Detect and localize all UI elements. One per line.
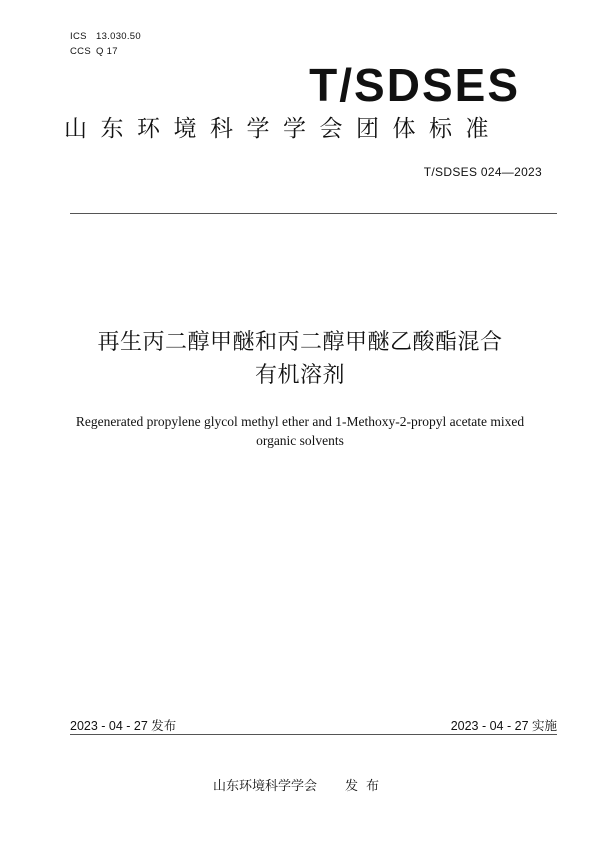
issue-date: 2023 - 04 - 27 发布 [70, 719, 177, 733]
publisher-action: 发布 [345, 779, 388, 794]
title-chinese [0, 326, 600, 392]
standard-number: T/SDSES 024—2023 [423, 165, 542, 179]
ics-code [70, 31, 141, 42]
title-english-line-2: organic solvents [256, 433, 344, 448]
ics-label: ICS [70, 31, 87, 42]
implementation-date: 2023 - 04 - 27 实施 [450, 719, 557, 733]
title-english [0, 412, 600, 450]
ics-value: 13.030.50 [96, 31, 141, 42]
header-divider [70, 213, 557, 214]
ccs-value: Q 17 [96, 46, 118, 57]
title-english-line-1: Regenerated propylene glycol methyl ether and 1-Methoxy-2-propyl acetate mixed [75, 414, 525, 429]
organization-standard-type: 山东环境科学学会团体标准 [64, 116, 502, 142]
publisher [0, 775, 600, 794]
publisher-name: 山东环境科学学会 [212, 779, 317, 794]
footer-divider [70, 734, 557, 735]
ccs-label: CCS [70, 46, 91, 57]
title-chinese-line-1: 再生丙二醇甲醚和丙二醇甲醚乙酸酯混合 [97, 330, 503, 355]
standard-logo: T/SDSES [309, 59, 520, 111]
ccs-code [70, 46, 118, 57]
title-chinese-line-2: 有机溶剂 [254, 363, 345, 388]
